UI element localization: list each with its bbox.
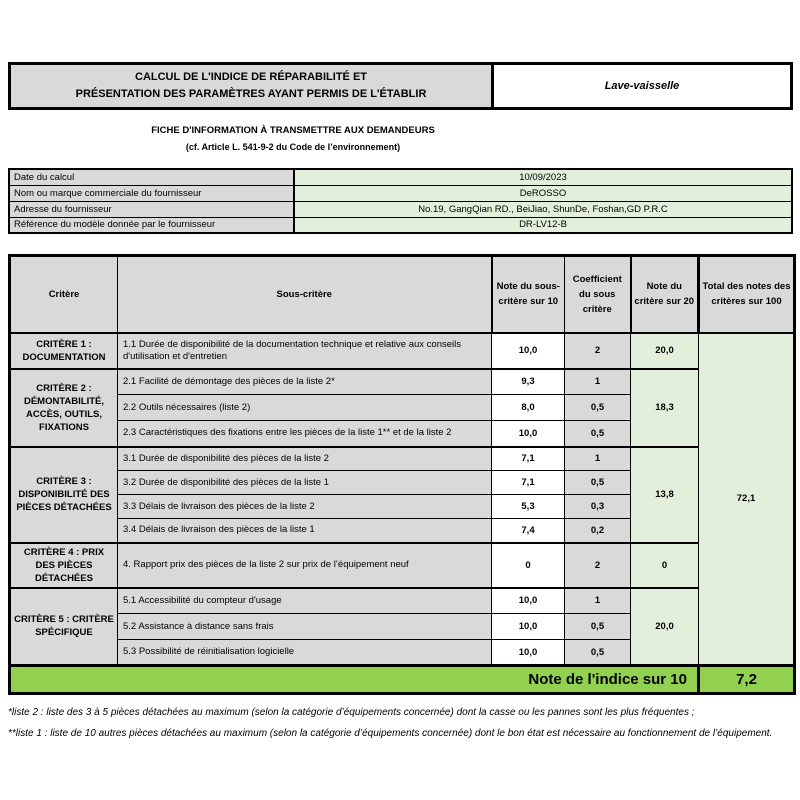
info-value: No.19, GangQian RD., BeiJiao, ShunDe, Foshan,GD P.R.C xyxy=(294,201,792,217)
subcriterion-cell: 1.1 Durée de disponibilité de la documentation technique et relative aux conseils d'utilisation et d'entretien xyxy=(118,333,492,369)
score10-cell: 5,3 xyxy=(492,495,565,519)
col-header-subcriterion: Sous-critère xyxy=(118,256,492,333)
criteria-header-row xyxy=(10,256,795,333)
criterion-label-cell: CRITÈRE 2 : DÉMONTABILITÉ, ACCÈS, OUTILS, FIXATIONS xyxy=(10,369,118,447)
coefficient-cell: 0,5 xyxy=(565,395,631,421)
index-row xyxy=(10,666,795,694)
title-banner xyxy=(8,62,793,110)
subcriterion-cell: 2.3 Caractéristiques des fixations entre les pièces de la liste 1** et de la liste 2 xyxy=(118,421,492,447)
score20-cell: 13,8 xyxy=(631,447,699,543)
info-value: 10/09/2023 xyxy=(294,169,792,185)
footnotes xyxy=(8,702,793,744)
subcriterion-cell: 3.1 Durée de disponibilité des pièces de la liste 2 xyxy=(118,447,492,471)
product-type-box xyxy=(494,65,790,107)
coefficient-cell: 2 xyxy=(565,333,631,369)
criterion-label-cell: CRITÈRE 1 : DOCUMENTATION xyxy=(10,333,118,369)
col-header-total100: Total des notes des critères sur 100 xyxy=(699,256,795,333)
score10-cell: 7,1 xyxy=(492,471,565,495)
product-type-label: Lave-vaisselle xyxy=(604,80,680,92)
fiche-note xyxy=(8,123,578,155)
coefficient-cell: 2 xyxy=(565,543,631,588)
title-line-2: PRÉSENTATION DES PARAMÈTRES AYANT PERMIS DE L'ÉTABLIR xyxy=(75,88,427,100)
subcriterion-cell: 3.2 Durée de disponibilité des pièces de la liste 1 xyxy=(118,471,492,495)
info-row-address xyxy=(9,201,792,217)
info-row-brand xyxy=(9,185,792,201)
info-row-model-ref xyxy=(9,217,792,233)
score10-cell: 0 xyxy=(492,543,565,588)
supplier-info-table xyxy=(8,168,793,234)
score10-cell: 7,4 xyxy=(492,519,565,543)
index-score-label: Note de l'indice sur 10 xyxy=(10,666,699,694)
score10-cell: 9,3 xyxy=(492,369,565,395)
info-label: Référence du modèle donnée par le fournisseur xyxy=(9,217,294,233)
score10-cell: 10,0 xyxy=(492,614,565,640)
fiche-line-2: (cf. Article L. 541-9-2 du Code de l’environnement) xyxy=(185,142,401,152)
subcriterion-cell: 5.3 Possibilité de réinitialisation logicielle xyxy=(118,640,492,666)
footnote-liste1: **liste 1 : liste de 10 autres pièces détachées au maximum (selon la catégorie d’équipements concernée) dont le bon état est nécessaire au fonctionnement de l’équipement. xyxy=(8,728,773,739)
table-row xyxy=(10,588,795,614)
coefficient-cell: 1 xyxy=(565,588,631,614)
subcriterion-cell: 5.1 Accessibilité du compteur d'usage xyxy=(118,588,492,614)
coefficient-cell: 1 xyxy=(565,369,631,395)
table-row xyxy=(10,369,795,395)
table-row xyxy=(10,333,795,369)
subcriterion-cell: 3.4 Délais de livraison des pièces de la liste 1 xyxy=(118,519,492,543)
col-header-criterion: Critère xyxy=(10,256,118,333)
subcriterion-cell: 4. Rapport prix des pièces de la liste 2 sur prix de l’équipement neuf xyxy=(118,543,492,588)
subcriterion-cell: 2.2 Outils nécessaires (liste 2) xyxy=(118,395,492,421)
score10-cell: 10,0 xyxy=(492,640,565,666)
info-label: Adresse du fournisseur xyxy=(9,201,294,217)
total100-cell: 72,1 xyxy=(699,333,795,666)
footnote-liste2: *liste 2 : liste des 3 à 5 pièces détachées au maximum (selon la catégorie d’équipements concernée) dont la casse ou les pannes sont les plus fréquentes ; xyxy=(8,707,695,718)
score20-cell: 0 xyxy=(631,543,699,588)
info-value: DR-LV12-B xyxy=(294,217,792,233)
info-row-date xyxy=(9,169,792,185)
col-header-coefficient: Coefficient du sous critère xyxy=(565,256,631,333)
coefficient-cell: 0,3 xyxy=(565,495,631,519)
subcriterion-cell: 3.3 Délais de livraison des pièces de la liste 2 xyxy=(118,495,492,519)
score10-cell: 10,0 xyxy=(492,421,565,447)
coefficient-cell: 1 xyxy=(565,447,631,471)
criterion-label-cell: CRITÈRE 3 : DISPONIBILITÉ DES PIÈCES DÉTACHÉES xyxy=(10,447,118,543)
coefficient-cell: 0,2 xyxy=(565,519,631,543)
fiche-line-1: FICHE D'INFORMATION À TRANSMETTRE AUX DEMANDEURS xyxy=(151,125,435,136)
subcriterion-cell: 5.2 Assistance à distance sans frais xyxy=(118,614,492,640)
table-row xyxy=(10,447,795,471)
col-header-score10: Note du sous-critère sur 10 xyxy=(492,256,565,333)
criteria-table xyxy=(8,254,796,695)
title-line-1: CALCUL DE L'INDICE DE RÉPARABILITÉ ET xyxy=(135,71,367,83)
coefficient-cell: 0,5 xyxy=(565,421,631,447)
criterion-label-cell: CRITÈRE 4 : PRIX DES PIÈCES DÉTACHÉES xyxy=(10,543,118,588)
col-header-score20: Note du critère sur 20 xyxy=(631,256,699,333)
score10-cell: 10,0 xyxy=(492,333,565,369)
coefficient-cell: 0,5 xyxy=(565,614,631,640)
score20-cell: 20,0 xyxy=(631,333,699,369)
coefficient-cell: 0,5 xyxy=(565,640,631,666)
score10-cell: 8,0 xyxy=(492,395,565,421)
score20-cell: 20,0 xyxy=(631,588,699,666)
score10-cell: 7,1 xyxy=(492,447,565,471)
score20-cell: 18,3 xyxy=(631,369,699,447)
info-label: Date du calcul xyxy=(9,169,294,185)
table-row xyxy=(10,543,795,588)
info-label: Nom ou marque commerciale du fournisseur xyxy=(9,185,294,201)
info-value: DeROSSO xyxy=(294,185,792,201)
subcriterion-cell: 2.1 Facilité de démontage des pièces de la liste 2* xyxy=(118,369,492,395)
criterion-label-cell: CRITÈRE 5 : CRITÈRE SPÉCIFIQUE xyxy=(10,588,118,666)
document-title xyxy=(11,65,494,107)
score10-cell: 10,0 xyxy=(492,588,565,614)
coefficient-cell: 0,5 xyxy=(565,471,631,495)
index-score-value: 7,2 xyxy=(699,666,795,694)
